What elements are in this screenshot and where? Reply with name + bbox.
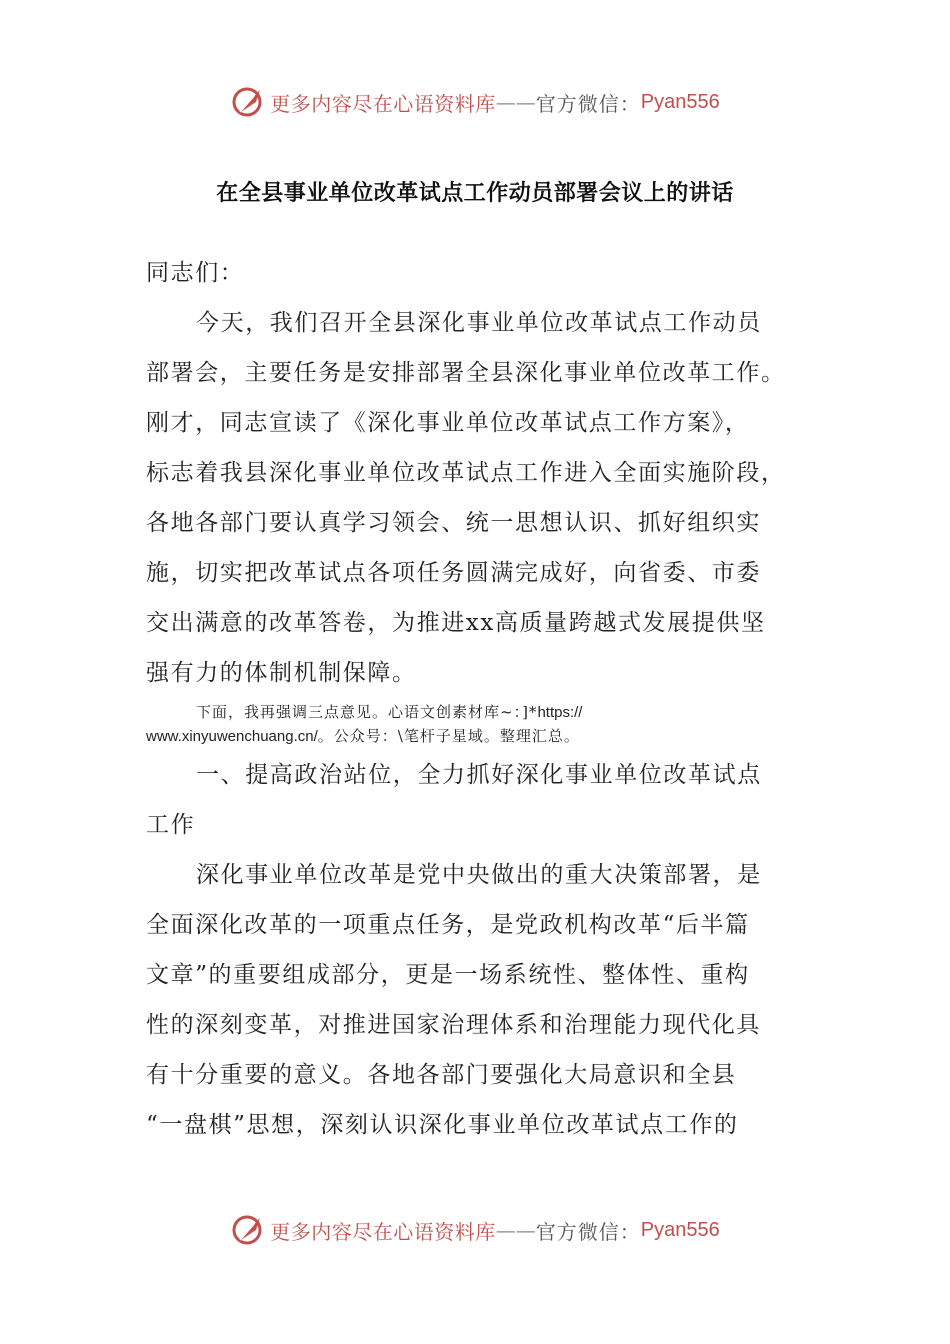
quill-logo-icon [230, 1212, 266, 1248]
source-url-part[interactable]: www.xinyuwenchuang.cn/ [146, 728, 318, 745]
paragraph-line: 标志着我县深化事业单位改革试点工作进入全面实施阶段， [146, 460, 786, 486]
banner-main-text: 更多内容尽在心语资料库 [270, 91, 496, 116]
paragraph-line: 性的深刻变革，对推进国家治理体系和治理能力现代化具 [146, 1012, 761, 1038]
paragraph-line: 各地各部门要认真学习领会、统一思想认识、抓好组织实 [146, 510, 761, 536]
paragraph-line: “一盘棋”思想，深刻认识深化事业单位改革试点工作的 [146, 1112, 739, 1138]
paragraph-2 [146, 850, 796, 1150]
quill-logo-icon [230, 84, 266, 120]
paragraph-line: 施，切实把改革试点各项任务圆满完成好，向省委、市委 [146, 560, 761, 586]
paragraph-line: 强有力的体制机制保障。 [146, 660, 417, 686]
banner-separator: —— [495, 1218, 536, 1242]
heading-line: 一、提高政治站位，全力抓好深化事业单位改革试点 [196, 762, 762, 788]
banner-wechat-id: Pyan556 [640, 90, 720, 113]
source-url-part[interactable]: https:// [537, 704, 583, 721]
header-banner [0, 82, 950, 122]
paragraph-line: 今天，我们召开全县深化事业单位改革试点工作动员 [196, 310, 762, 336]
banner-wechat-label: 官方微信： [535, 1219, 641, 1244]
salutation: 同志们： [146, 260, 245, 286]
source-note [146, 700, 796, 748]
paragraph-line: 深化事业单位改革是党中央做出的重大决策部署，是 [196, 862, 762, 888]
paragraph-line: 有十分重要的意义。各地各部门要强化大局意识和全县 [146, 1062, 737, 1088]
banner-wechat-id: Pyan556 [640, 1218, 720, 1241]
paragraph-line: 部署会，主要任务是安排部署全县深化事业单位改革工作。 [146, 360, 786, 386]
heading-line: 工作 [146, 812, 196, 838]
banner-main-text: 更多内容尽在心语资料库 [270, 1219, 496, 1244]
paragraph-line: 交出满意的改革答卷，为推进xx高质量跨越式发展提供坚 [146, 610, 766, 636]
source-note-text: 。公众号：\笔杆子星域。整理汇总。 [317, 727, 580, 745]
source-note-line [146, 724, 796, 748]
paragraph-1 [146, 298, 796, 698]
section-1-heading [146, 750, 796, 850]
paragraph-line: 文章”的重要组成部分，更是一场系统性、整体性、重构 [146, 962, 750, 988]
paragraph-line: 刚才，同志宣读了《深化事业单位改革试点工作方案》， [146, 410, 750, 436]
banner-separator: —— [495, 90, 536, 114]
page-title: 在全县事业单位改革试点工作动员部署会议上的讲话 [216, 181, 734, 206]
source-note-text: 下面，我再强调三点意见。心语文创素材库~：]* [196, 703, 538, 721]
source-note-line [146, 700, 796, 724]
paragraph-line: 全面深化改革的一项重点任务，是党政机构改革“后半篇 [146, 912, 750, 938]
banner-wechat-label: 官方微信： [535, 91, 641, 116]
footer-banner [0, 1210, 950, 1250]
document-body [146, 248, 796, 1150]
